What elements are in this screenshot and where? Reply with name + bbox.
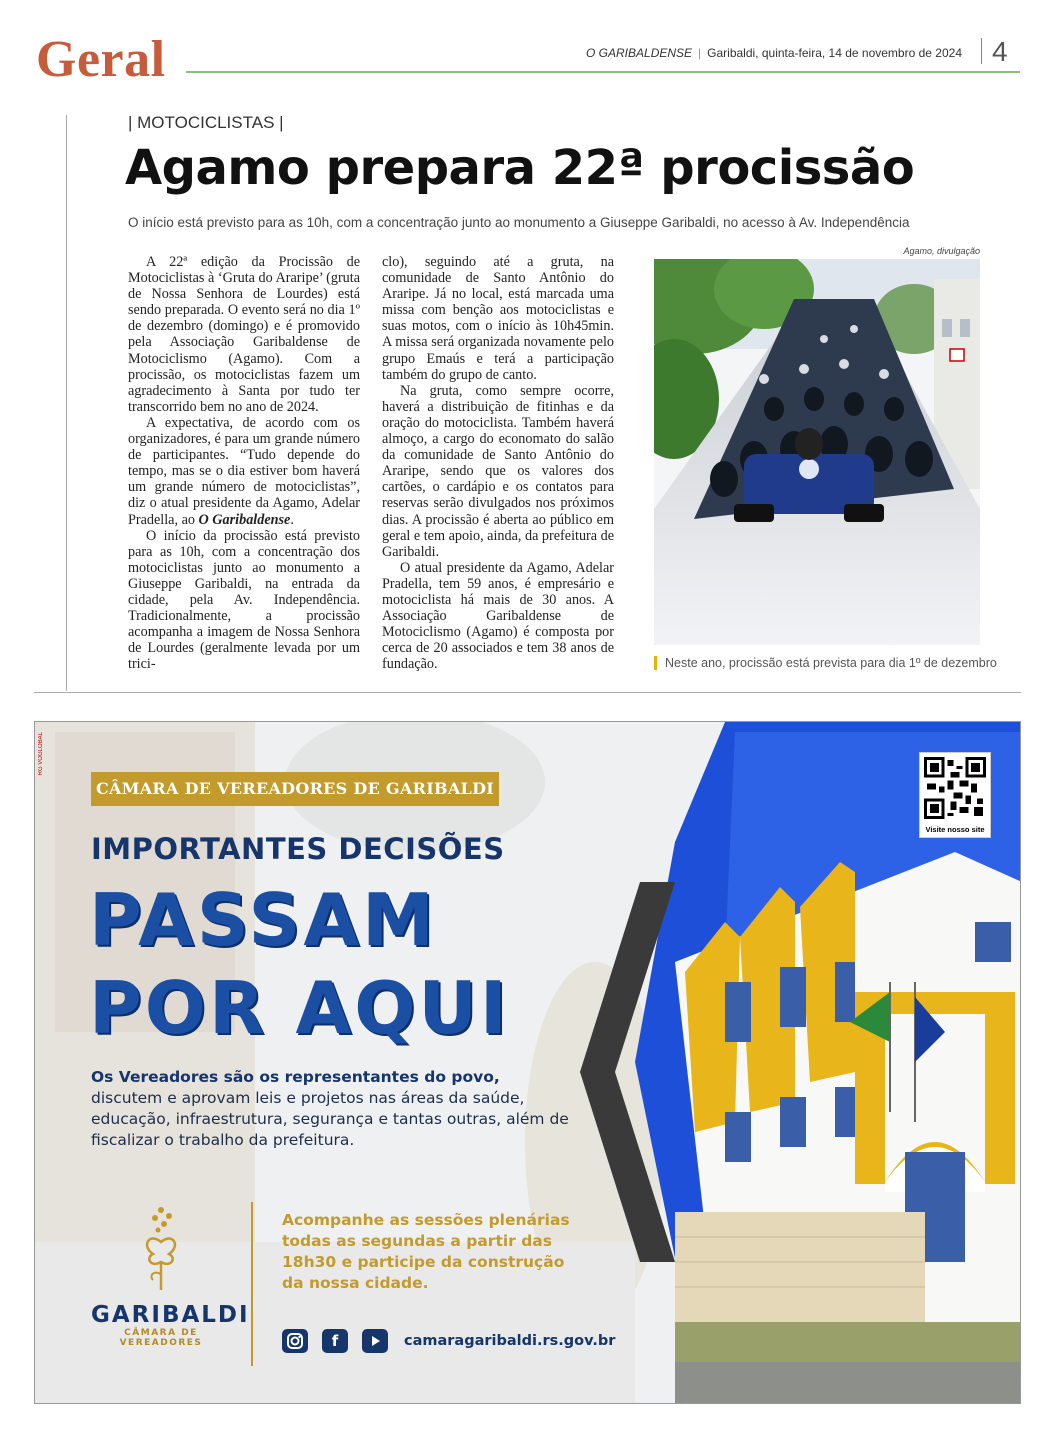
- camara-logo: [91, 1202, 250, 1348]
- page-number: 4: [992, 36, 1008, 67]
- logo-subtitle: CÂMARA DE VEREADORES: [119, 1328, 203, 1348]
- logo-name: GARIBALDI: [91, 1302, 250, 1328]
- qr-label: Visite nosso site: [925, 825, 985, 834]
- paragraph: Na gruta, como sempre ocorre, haverá a distribuição de fitinhas e da oração do motociclista. Também haverá almoço, a cargo do economato do salão da comunidade de Santo Antônio do Araripe, sendo que os valores dos cartões, o cardápio e os contatos para reservas serão divulgados nos próximos dias. A procissão é aberta ao público em geral e tem apoio, ainda, da prefeitura de Garibaldi.: [382, 382, 615, 560]
- photo-credit: Agamo, divulgação: [903, 246, 980, 256]
- ad-divider: [251, 1202, 253, 1366]
- article-subhead: O início está previsto para as 10h, com a concentração junto ao monumento a Giuseppe Garibaldi, no acesso à Av. Independência: [128, 215, 910, 230]
- ad-big-text-1: PASSAM: [89, 878, 437, 962]
- newspaper-name-inline: O Garibaldense: [198, 511, 291, 528]
- instagram-icon[interactable]: [282, 1329, 308, 1353]
- camara-advertisement: [34, 721, 1021, 1404]
- header-separator: |: [698, 46, 702, 60]
- article-kicker: | MOTOCICLISTAS |: [128, 113, 284, 132]
- photo-caption: Neste ano, procissão está prevista para dia 1º de dezembro: [654, 656, 997, 670]
- ad-banner: CÂMARA DE VEREADORES DE GARIBALDI: [91, 772, 499, 806]
- page-number-divider: [981, 38, 982, 64]
- grape-flower-logo-icon: [131, 1202, 191, 1292]
- paragraph: clo), seguindo até a gruta, na comunidade de Santo Antônio do Araripe. Já no local, está marcada uma missa com benção aos motociclistas e suas motos, com o início às 10h45min. A missa será organizada novamente pelo grupo Emaús e terá a participação também do grupo de canto.: [382, 254, 614, 383]
- facebook-icon[interactable]: f: [322, 1329, 348, 1353]
- paragraph-text: A expectativa, de acordo com os organizadores, é para um grande número de participantes. “Tudo depende do tempo, mas se o dia estiver bom haverá um grande número de motociclistas”, diz o atual presidente da Agamo, Adelar Pradella, ao: [128, 414, 360, 528]
- paragraph: A 22ª edição da Procissão de Motociclistas à ‘Gruta do Araripe’ (gruta de Nossa Senhora de Lourdes) está sendo preparada. O evento será no dia 1º de dezembro (domingo) e é promovido pela Associação Garibaldense de Motociclismo (Agamo). Com a procissão, os motociclistas fazem um agradecimento à Santa por tudo ter transcorrido bem no ano de 2024.: [128, 254, 360, 415]
- article-column-1: [128, 254, 360, 672]
- paragraph: [128, 415, 360, 528]
- ad-body-rest: discutem e aprovam leis e projetos nas áreas da saúde, educação, infraestrutura, segurança e tantas outras, além de fiscalizar o trabalho da prefeitura.: [91, 1089, 569, 1149]
- paragraph: O início da procissão está previsto para as 10h, com a concentração dos motociclistas junto ao monumento a Giuseppe Garibaldi, na entrada da cidade, pela Av. Independência. Tradicionalmente, a procissão acompanha a imagem de Nossa Senhora de Lourdes (geralmente levada por um trici-: [128, 527, 360, 673]
- paragraph: O atual presidente da Agamo, Adelar Pradella, tem 59 anos, é empresário e motociclista há mais de 30 anos. A Associação Garibaldense de Motociclismo (Agamo) é composta por cerca de 20 associados e tem 38 anos de fundação.: [382, 559, 614, 673]
- article-left-rule: [66, 115, 67, 691]
- ad-headline: IMPORTANTES DECISÕES: [91, 832, 505, 866]
- article-column-2: [382, 254, 614, 672]
- ad-body-text: [91, 1067, 571, 1151]
- section-title: Geral: [36, 31, 166, 88]
- ad-big-text-2: POR AQUI: [89, 966, 510, 1050]
- newspaper-name: O GARIBALDENSE: [586, 46, 693, 60]
- paragraph-text: .: [290, 511, 294, 528]
- article-bottom-rule: [34, 692, 1021, 693]
- website-link[interactable]: camaragaribaldi.rs.gov.br: [404, 1333, 616, 1349]
- photo-illustration: [654, 259, 980, 645]
- article-headline: Agamo prepara 22ª procissão: [125, 140, 915, 196]
- header-rule: [186, 71, 1020, 73]
- ad-body-lead: Os Vereadores são os representantes do povo,: [91, 1068, 500, 1086]
- motorcycle-procession-photo: [654, 259, 980, 645]
- youtube-icon[interactable]: [362, 1329, 388, 1353]
- ad-call-to-action: Acompanhe as sessões plenárias todas as segundas a partir das 18h30 e participe da construção da nossa cidade.: [282, 1211, 570, 1292]
- social-links: [282, 1329, 615, 1353]
- dateline: Garibaldi, quinta-feira, 14 de novembro de 2024: [707, 46, 962, 60]
- header-info: [586, 46, 962, 60]
- qr-code-icon: [924, 757, 986, 819]
- ad-agency-tag: RG VOGLOBAL: [38, 732, 44, 776]
- qr-code[interactable]: [919, 752, 991, 838]
